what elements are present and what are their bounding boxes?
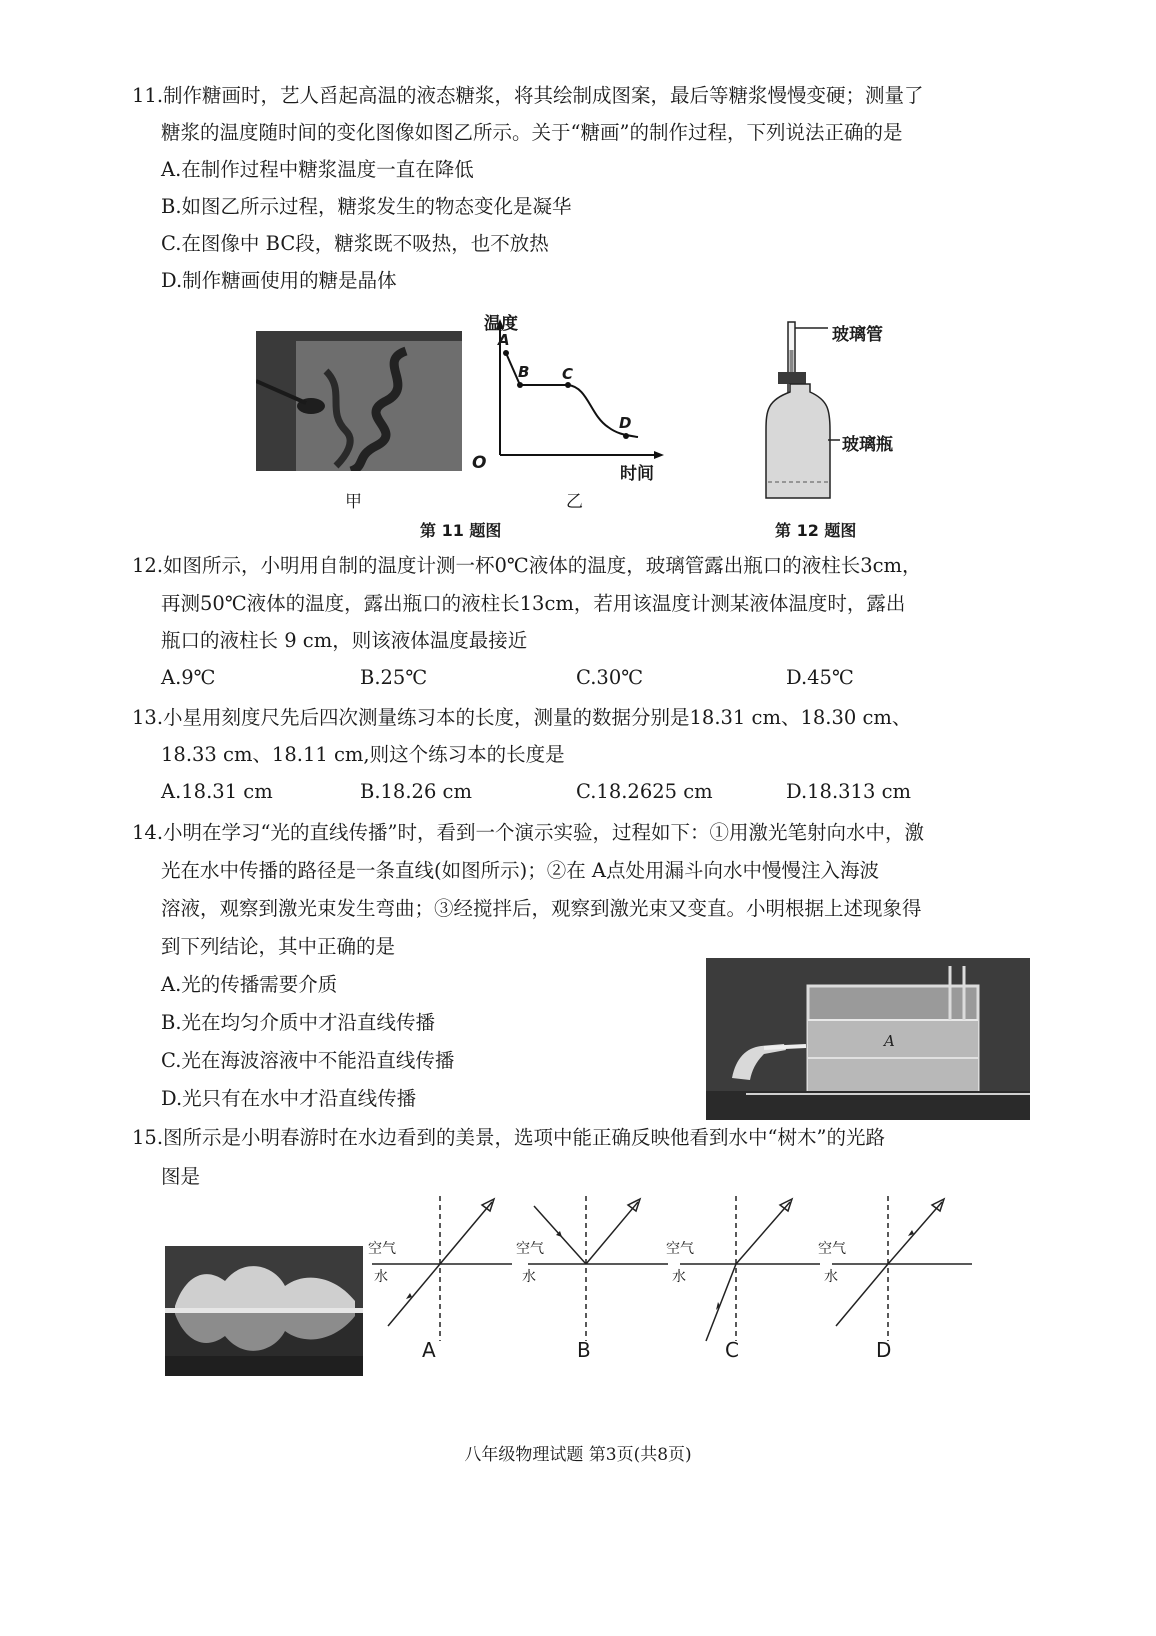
lakeside-photo bbox=[165, 1246, 363, 1376]
q14-stem-line4: 到下列结论，其中正确的是 bbox=[161, 935, 396, 958]
graph-point-b: B bbox=[518, 363, 530, 381]
q11-stem-line1: 11.制作糖画时，艺人舀起高温的液态糖浆，将其绘制成图案，最后等糖浆慢慢变硬；测量了 bbox=[132, 84, 924, 107]
water-label-c: 水 bbox=[672, 1269, 686, 1285]
q11-stem-line2: 糖浆的温度随时间的变化图像如图乙所示。关于“糖画”的制作过程，下列说法正确的是 bbox=[161, 121, 903, 144]
q12-option-d: D.45℃ bbox=[786, 666, 854, 689]
q14-stem-line2: 光在水中传播的路径是一条直线(如图所示)；②在 A点处用漏斗向水中慢慢注入海波 bbox=[161, 859, 879, 882]
q14-option-a: A.光的传播需要介质 bbox=[161, 973, 338, 996]
fig11-yi-label: 乙 bbox=[566, 492, 583, 512]
q13-option-b: B.18.26 cm bbox=[360, 780, 472, 803]
q13-option-d: D.18.313 cm bbox=[786, 780, 911, 803]
q12-stem-line3: 瓶口的液柱长 9 cm，则该液体温度最接近 bbox=[161, 629, 528, 652]
q12-stem-line2: 再测50℃液体的温度，露出瓶口的液柱长13cm，若用该温度计测某液体温度时，露出 bbox=[161, 592, 906, 615]
q11-option-d: D.制作糖画使用的糖是晶体 bbox=[161, 269, 397, 292]
air-label-a: 空气 bbox=[368, 1241, 396, 1257]
choice-c-label: C bbox=[725, 1338, 739, 1362]
choice-a-label: A bbox=[422, 1338, 436, 1362]
bottle-label: 玻璃瓶 bbox=[842, 435, 893, 455]
q11-option-a: A.在制作过程中糖浆温度一直在降低 bbox=[161, 158, 474, 181]
q14-stem-line3: 溶液，观察到激光束发生弯曲；③经搅拌后，观察到激光束又变直。小明根据上述现象得 bbox=[161, 897, 922, 920]
q12-stem-line1: 12.如图所示，小明用自制的温度计测一杯0℃液体的温度，玻璃管露出瓶口的液柱长3cm， bbox=[132, 554, 922, 577]
water-label-d: 水 bbox=[824, 1269, 838, 1285]
graph-point-c: C bbox=[562, 365, 574, 383]
ray-diagram-b bbox=[516, 1196, 668, 1356]
q14-option-d: D.光只有在水中才沿直线传播 bbox=[161, 1087, 417, 1110]
fig11-caption: 第 11 题图 bbox=[420, 521, 502, 540]
water-tank-photo bbox=[706, 958, 1030, 1120]
air-label-c: 空气 bbox=[666, 1241, 694, 1257]
temperature-graph bbox=[472, 314, 668, 495]
fig12-caption: 第 12 题图 bbox=[775, 521, 857, 540]
q15-stem-line2: 图是 bbox=[161, 1165, 201, 1188]
tank-point-a-label: A bbox=[884, 1032, 895, 1050]
air-label-b: 空气 bbox=[516, 1241, 544, 1257]
q12-option-a: A.9℃ bbox=[161, 666, 216, 689]
q14-stem-line1: 14.小明在学习“光的直线传播”时，看到一个演示实验，过程如下：①用激光笔射向水中，激 bbox=[132, 821, 924, 844]
air-label-d: 空气 bbox=[818, 1241, 846, 1257]
q14-option-b: B.光在均匀介质中才沿直线传播 bbox=[161, 1011, 436, 1034]
q14-option-c: C.光在海波溶液中不能沿直线传播 bbox=[161, 1049, 455, 1072]
bottle-thermometer bbox=[760, 320, 930, 505]
page-footer: 八年级物理试题 第3页(共8页) bbox=[464, 1445, 692, 1465]
ray-diagram-c bbox=[666, 1196, 820, 1356]
q12-option-b: B.25℃ bbox=[360, 666, 428, 689]
water-label-b: 水 bbox=[522, 1269, 536, 1285]
tube-label: 玻璃管 bbox=[832, 325, 883, 345]
choice-d-label: D bbox=[876, 1338, 892, 1362]
choice-b-label: B bbox=[577, 1338, 591, 1362]
ray-diagram-d bbox=[818, 1196, 972, 1356]
q11-option-c: C.在图像中 BC段，糖浆既不吸热，也不放热 bbox=[161, 232, 549, 255]
q13-stem-line1: 13.小星用刻度尺先后四次测量练习本的长度，测量的数据分别是18.31 cm、18.30 cm、 bbox=[132, 706, 912, 729]
sugar-painting-photo bbox=[256, 331, 462, 471]
water-label-a: 水 bbox=[374, 1269, 388, 1285]
graph-ylabel: 温度 bbox=[484, 314, 518, 334]
q15-stem-line1: 15.图所示是小明春游时在水边看到的美景，选项中能正确反映他看到水中“树木”的光路 bbox=[132, 1126, 885, 1149]
q11-option-b: B.如图乙所示过程，糖浆发生的物态变化是凝华 bbox=[161, 195, 572, 218]
ray-diagram-a bbox=[368, 1196, 512, 1356]
fig11-jia-label: 甲 bbox=[345, 492, 362, 512]
q13-option-c: C.18.2625 cm bbox=[576, 780, 713, 803]
q13-stem-line2: 18.33 cm、18.11 cm,则这个练习本的长度是 bbox=[161, 743, 565, 766]
q13-option-a: A.18.31 cm bbox=[161, 780, 273, 803]
graph-xlabel: 时间 bbox=[620, 464, 654, 484]
graph-point-a: A bbox=[498, 331, 510, 349]
graph-origin: O bbox=[472, 453, 487, 473]
graph-point-d: D bbox=[619, 414, 632, 432]
q12-option-c: C.30℃ bbox=[576, 666, 644, 689]
